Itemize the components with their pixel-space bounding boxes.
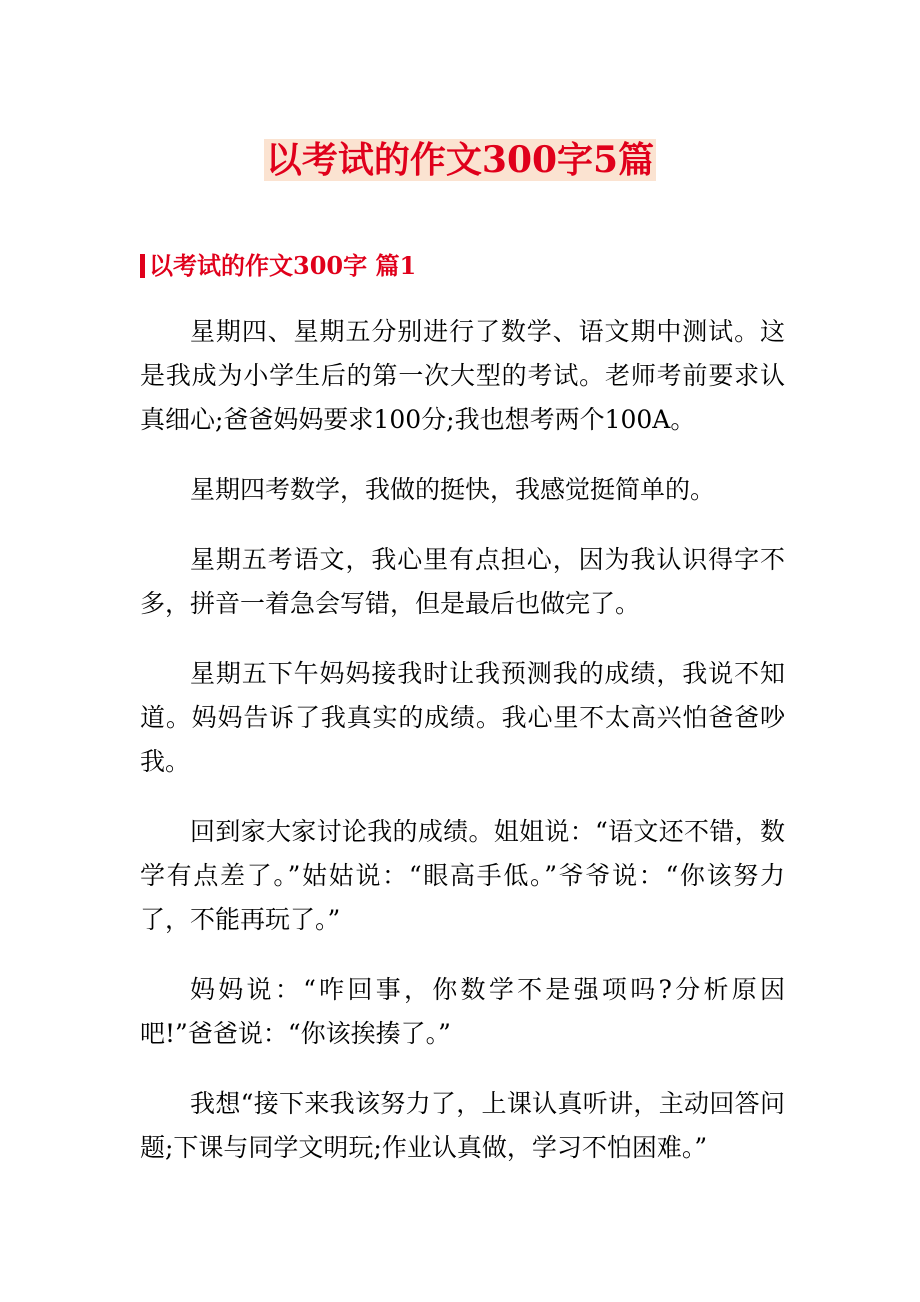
document-title: [0, 138, 920, 182]
heading-marker-bar: [140, 254, 145, 278]
paragraph: 妈妈说：“咋回事，你数学不是强项吗?分析原因吧!”爸爸说：“你该挨揍了。”: [140, 975, 785, 1048]
section-heading-text: 以考试的作文300字 篇1: [149, 251, 417, 280]
paragraph: 星期五考语文，我心里有点担心，因为我认识得字不多，拼音一着急会写错，但是最后也做完了。: [140, 545, 785, 618]
paragraph: 回到家大家讨论我的成绩。姐姐说：“语文还不错，数学有点差了。”姑姑说：“眼高手低。”爷爷说：“你该努力了，不能再玩了。”: [140, 817, 785, 934]
paragraph: 星期四、星期五分别进行了数学、语文期中测试。这是我成为小学生后的第一次大型的考试。老师考前要求认真细心;爸爸妈妈要求100分;我也想考两个100A。: [140, 317, 785, 434]
essay-body: [140, 310, 785, 1196]
paragraph: 我想“接下来我该努力了，上课认真听讲，主动回答问题;下课与同学文明玩;作业认真做，学习不怕困难。”: [140, 1089, 785, 1162]
document-title-text: 以考试的作文300字5篇: [265, 139, 655, 181]
section-heading: [140, 250, 416, 282]
paragraph: 星期五下午妈妈接我时让我预测我的成绩，我说不知道。妈妈告诉了我真实的成绩。我心里不太高兴怕爸爸吵我。: [140, 659, 785, 776]
paragraph: 星期四考数学，我做的挺快，我感觉挺简单的。: [190, 475, 716, 504]
